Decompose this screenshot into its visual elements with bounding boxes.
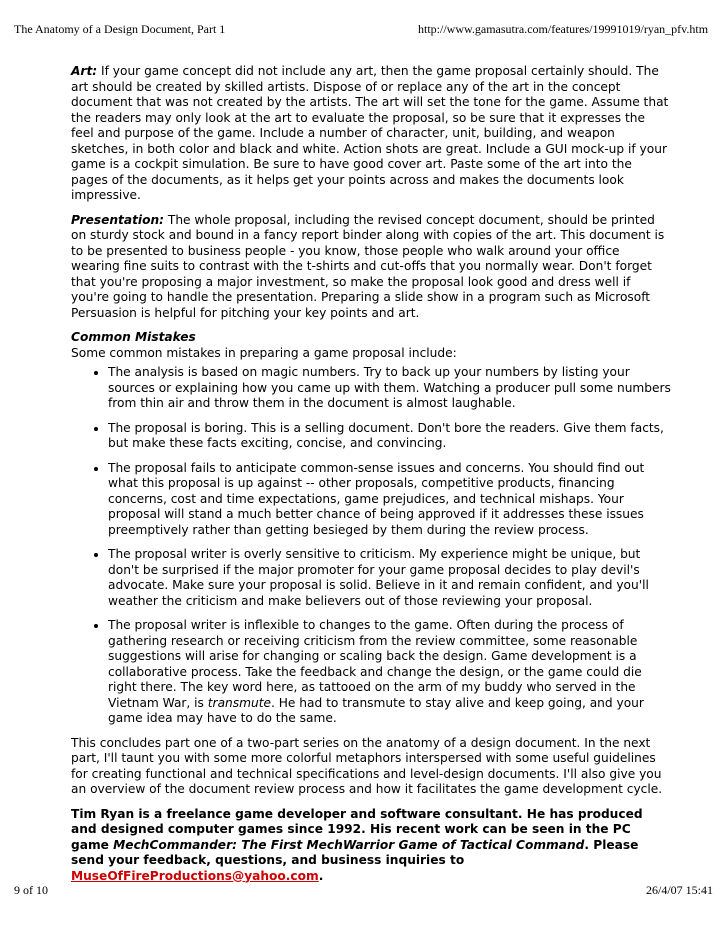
mistakes-list (71, 365, 671, 727)
page-number: 9 of 10 (14, 883, 48, 897)
art-text: If your game concept did not include any art, then the game proposal certainly should. The art should be created by skilled artists. Dispose of or replace any of the art in the concept document that was not created by the artists. The art will set the tone for the game. Assume that the readers may only look at the art to evaluate the proposal, so be sure that it expresses the feel and purpose of the game. Include a number of character, unit, building, and weapon sketches, in both color and black and white. Action shots are great. Include a GUI mock-up if your game is a cockpit simulation. Be sure to have good cover art. Paste some of the art into the pages of the documents, as it helps get your points across and makes the documents look impressive. (71, 64, 669, 202)
list-item: • The proposal writer is overly sensitive to criticism. My experience might be unique, but don't be surprised if the major promoter for your game proposal decides to play devil's advocate. Make sure your proposal is solid. Believe in it and remain confident, and you'll weather the criticism and make believers out of those reviewing your proposal. (108, 547, 671, 609)
list-item-text-end: . He had to transmute to stay alive and keep going, and your game idea may have to do the same. (108, 695, 644, 725)
conclusion-paragraph: This concludes part one of a two-part series on the anatomy of a design document. In the next part, I'll taunt you with some more colorful metaphors interspersed with some useful guidelines for creating functional and technical specifications and level-design documents. I'll also give you an overview of the document review process and how it facilitates the game development cycle. (71, 735, 663, 796)
bio-text: Tim Ryan is a freelance game developer and software consultant. He has produced and designed computer games since 1992. His recent work can be seen in the PC game (71, 806, 643, 852)
mistakes-heading: Common Mistakes (71, 330, 196, 344)
email-link[interactable]: MuseOfFireProductions@yahoo.com (71, 868, 319, 883)
bio-end: . (318, 868, 324, 883)
mistakes-section (71, 330, 671, 361)
game-title: MechCommander: The First MechWarrior Game of Tactical Command (113, 837, 585, 852)
presentation-lead: Presentation: (71, 212, 165, 227)
presentation-paragraph (71, 213, 671, 322)
list-item: • The proposal fails to anticipate common-sense issues and concerns. You should find out what this proposal is up against -- other proposals, competitive products, financing concerns, cost and time expectations, game prejudices, and technical mishaps. Your proposal will stand a much better chance of being approved if it addresses these issues preemptively rather than getting besieged by them during the review process. (108, 461, 671, 539)
article-body (71, 64, 671, 893)
author-bio (71, 807, 671, 885)
transmute-emphasis: transmute (207, 695, 271, 710)
list-item: • The proposal is boring. This is a selling document. Don't bore the readers. Give them facts, but make these facts exciting, concise, and convincing. (108, 421, 671, 452)
presentation-text: The whole proposal, including the revised concept document, should be printed on sturdy stock and bound in a fancy report binder along with copies of the art. This document is to be presented to business people - you know, those people who walk around your office wearing fine suits to contrast with the t-shirts and cut-offs that you normally wear. Don't forget that you're proposing a major investment, so make the proposal look good and dress well if you're going to handle the presentation. Preparing a slide show in a program such as Microsoft Persuasion is helpful for pitching your key points and art. (71, 212, 665, 320)
print-timestamp: 26/4/07 15:41 (645, 883, 713, 897)
list-item: • The analysis is based on magic numbers. Try to back up your numbers by listing your sources or explaining how you came up with them. Watching a producer pull some numbers from thin air and throw them in the document is almost laughable. (108, 365, 671, 412)
list-item (108, 618, 671, 727)
page-header-url: http://www.gamasutra.com/features/19991019/ryan_pfv.htm (418, 22, 709, 36)
art-lead: Art: (71, 64, 98, 78)
list-item-text: The proposal writer is inflexible to changes to the game. Often during the process of gathering research or receiving criticism from the review committee, some reasonable suggestions will arise for changing or scaling back the design. Game development is a collaborative process. Take the feedback and change the design, or the game could die right there. The key word here, as tattooed on the arm of my buddy who served in the Vietnam War, is (108, 618, 642, 710)
mistakes-intro: Some common mistakes in preparing a game proposal include: (71, 345, 457, 360)
art-paragraph (71, 64, 671, 204)
page-header-title: The Anatomy of a Design Document, Part 1 (14, 22, 226, 36)
bio-text-2: . Please send your feedback, questions, and business inquiries to (71, 837, 639, 867)
